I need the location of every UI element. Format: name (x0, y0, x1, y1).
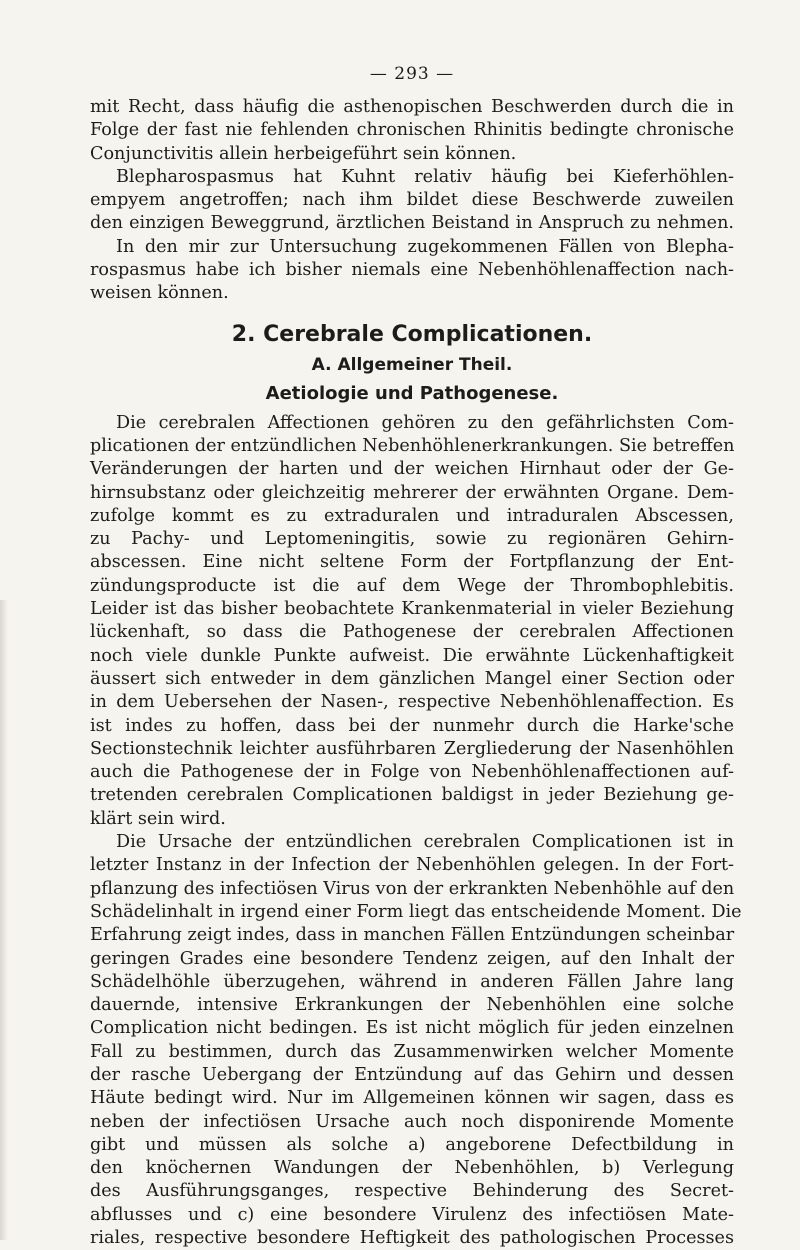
topic-title: Aetiologie und Pathogenese. (265, 382, 559, 404)
text-line: noch viele dunkle Punkte aufweist. Die erwähnte Lückenhaftigkeit (90, 645, 734, 666)
page-edge-shadow (0, 600, 8, 1240)
text-line: plicationen der entzündlichen Nebenhöhlenerkrankungen. Sie betreffen (90, 435, 735, 456)
text-line: riales, respective besondere Heftigkeit des pathologischen Processes (90, 1228, 734, 1249)
text-line: abflusses und c) eine besondere Virulenz des infectiösen Mate- (90, 1204, 734, 1225)
text-line: weisen können. (90, 283, 229, 304)
text-line: Blepharospasmus hat Kuhnt relativ häufig bei Kieferhöhlen- (116, 166, 734, 187)
text-line: äussert sich entweder in dem gänzlichen Mangel einer Section oder (90, 668, 734, 689)
document-page (90, 0, 742, 1250)
text-line: tretenden cerebralen Complicationen baldigst in jeder Beziehung ge- (90, 785, 734, 806)
text-line: abscessen. Eine nicht seltene Form der Fortpflanzung der Ent- (90, 552, 734, 573)
text-line: Erfahrung zeigt indes, dass in manchen Fällen Entzündungen scheinbar (90, 925, 735, 946)
text-line: pflanzung des infectiösen Virus von der erkrankten Nebenhöhle auf den (90, 878, 735, 899)
text-line: hirnsubstanz oder gleichzeitig mehrerer der erwähnten Organe. Dem- (90, 482, 734, 503)
text-line: zufolge kommt es zu extraduralen und intraduralen Abscessen, (90, 505, 734, 526)
page-number: — 293 — (369, 64, 455, 84)
text-line: Häute bedingt wird. Nur im Allgemeinen können wir sagen, dass es (90, 1088, 734, 1109)
text-line: Leider ist das bisher beobachtete Krankenmaterial in vieler Beziehung (90, 599, 734, 620)
text-line: Schädelhöhle überzugehen, während in anderen Fällen Jahre lang (90, 971, 734, 992)
text-line: des Ausführungsganges, respective Behinderung des Secret- (90, 1181, 734, 1202)
text-line: Conjunctivitis allein herbeigeführt sein können. (90, 143, 517, 164)
text-line: der rasche Uebergang der Entzündung auf das Gehirn und dessen (90, 1064, 734, 1085)
text-line: rospasmus habe ich bisher niemals eine Nebenhöhlenaffection nach- (90, 260, 734, 281)
text-line: In den mir zur Untersuchung zugekommenen Fällen von Blepha- (116, 236, 734, 257)
text-line: lückenhaft, so dass die Pathogenese der cerebralen Affectionen (90, 622, 734, 643)
text-line: Die cerebralen Affectionen gehören zu den gefährlichsten Com- (116, 412, 734, 433)
text-line: zündungsproducte ist die auf dem Wege der Thrombophlebitis. (90, 575, 734, 596)
text-line: Veränderungen der harten und der weichen Hirnhaut oder der Ge- (90, 459, 734, 480)
text-line: gibt und müssen als solche a) angeborene Defectbildung in (90, 1134, 734, 1155)
text-line: Complication nicht bedingen. Es ist nicht möglich für jeden einzelnen (90, 1018, 734, 1039)
text-line: Die Ursache der entzündlichen cerebralen Complicationen ist in (116, 832, 734, 853)
text-line: zu Pachy- und Leptomeningitis, sowie zu regionären Gehirn- (90, 529, 734, 550)
text-line: in dem Uebersehen der Nasen-, respective Nebenhöhlenaffection. Es (90, 692, 734, 713)
section-title: 2. Cerebrale Complicationen. (231, 321, 593, 347)
subsection-title: A. Allgemeiner Theil. (311, 354, 513, 375)
text-line: Schädelinhalt in irgend einer Form liegt das entscheidende Moment. Die (90, 901, 742, 922)
text-line: klärt sein wird. (90, 808, 226, 829)
intro-paragraphs (90, 96, 734, 306)
text-line: ist indes zu hoffen, dass bei der nunmehr durch die Harke'sche (90, 715, 734, 736)
text-line: den knöchernen Wandungen der Nebenhöhlen, b) Verlegung (90, 1158, 734, 1179)
text-line: Sectionstechnik leichter ausführbaren Zergliederung der Nasenhöhlen (90, 738, 734, 759)
text-line: Fall zu bestimmen, durch das Zusammenwirken welcher Momente (90, 1041, 734, 1062)
body-paragraphs (90, 412, 742, 1250)
text-line: neben der infectiösen Ursache auch noch disponirende Momente (90, 1111, 734, 1132)
text-line: letzter Instanz in der Infection der Nebenhöhlen gelegen. In der Fort- (90, 855, 734, 876)
text-line: empyem angetroffen; nach ihm bildet diese Beschwerde zuweilen (90, 190, 734, 211)
text-line: auch die Pathogenese der in Folge von Nebenhöhlenaffectionen auf- (90, 762, 734, 783)
text-line: Folge der fast nie fehlenden chronischen Rhinitis bedingte chronische (90, 120, 734, 141)
text-line: den einzigen Beweggrund, ärztlichen Beistand in Anspruch zu nehmen. (90, 213, 734, 234)
text-line: mit Recht, dass häufig die asthenopischen Beschwerden durch die in (90, 97, 734, 117)
text-line: dauernde, intensive Erkrankungen der Nebenhöhlen eine solche (90, 995, 734, 1016)
text-line: geringen Grades eine besondere Tendenz zeigen, auf den Inhalt der (90, 948, 734, 969)
